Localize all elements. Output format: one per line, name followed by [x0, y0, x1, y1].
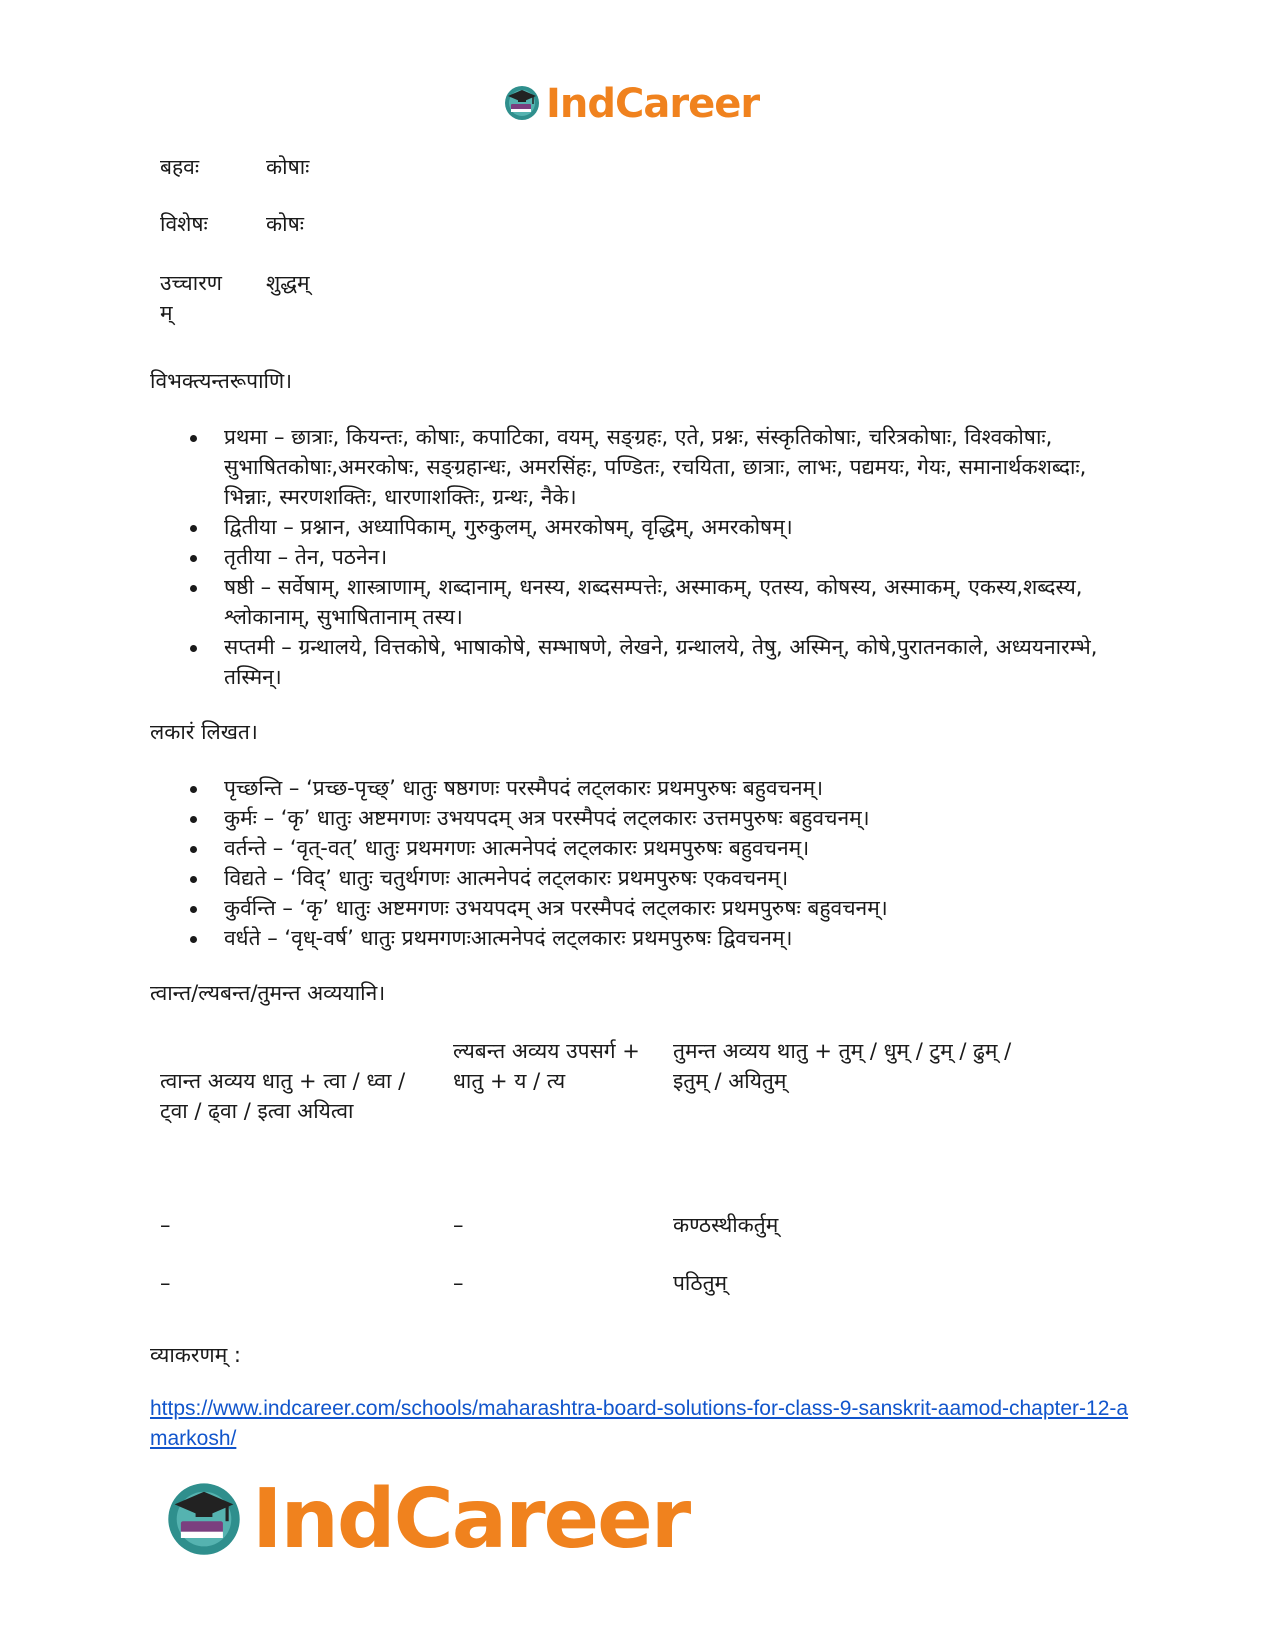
table-cell: – [453, 1271, 464, 1295]
graduation-cap-book-icon [502, 82, 542, 126]
table-cell: – [453, 1213, 464, 1237]
list-item: वर्धते – ‘वृध्-वर्ष’ धातुः प्रथमगणःआत्मनेपदं लट्लकारः प्रथमपुरुषः द्विवचनम्। [150, 923, 1140, 953]
section-heading-vibhakti: विभक्त्यन्तरूपाणि। [150, 369, 293, 393]
list-item: षष्ठी – सर्वेषाम्, शास्त्राणाम्, शब्दानाम्, धनस्य, शब्दसम्पत्तेः, अस्माकम्, एतस्य, कोषस्य, अस्माकम्, एकस्य,शब्दस्य, श्लोकानाम्, सुभाषितानाम् तस्य। [150, 572, 1140, 632]
section-heading-avyaya: त्वान्त/ल्यबन्त/तुमन्त अव्ययानि। [150, 981, 386, 1005]
list-item: कुर्मः – ‘कृ’ धातुः अष्टमगणः उभयपदम् अत्र परस्मैपदं लट्लकारः उत्तमपुरुषः बहुवचनम्। [150, 803, 1140, 833]
section-heading-grammar: व्याकरणम् : [150, 1343, 242, 1367]
logo-wordmark: IndCareer [252, 1471, 690, 1567]
table-cell: – [160, 1271, 171, 1295]
table-key: विशेषः [160, 212, 208, 236]
list-item: प्रथमा – छात्राः, कियन्तः, कोषाः, कपाटिका, वयम्, सङ्ग्रहः, एते, प्रश्नः, संस्कृतिकोषाः, चरित्रकोषाः, विश्वकोषाः, सुभाषितकोषाः,अमरकोषः, सङ्ग्रहान्धः, अमरसिंहः, पण्डितः, रचयिता, छात्राः, लाभः, पद्यमयः, गेयः, समानार्थकशब्दाः, भिन्नाः, स्मरणशक्तिः, धारणाशक्तिः, ग्रन्थः, नैके। [150, 422, 1140, 512]
list-item: कुर्वन्ति – ‘कृ’ धातुः अष्टमगणः उभयपदम् अत्र परस्मैपदं लट्लकारः प्रथमपुरुषः बहुवचनम्। [150, 893, 1140, 923]
indcareer-logo-bottom [162, 1471, 690, 1567]
table-cell: – [160, 1213, 171, 1237]
table-header-tumanta: तुमन्त अव्यय थातु + तुम् / धुम् / टुम् / ढुम् / इतुम् / अयितुम् [673, 1039, 1012, 1093]
table-value: कोषः [266, 212, 304, 236]
logo-wordmark: IndCareer [546, 81, 760, 127]
table-header-lyabanta: ल्यबन्त अव्यय उपसर्ग + धातु + य / त्य [453, 1039, 640, 1093]
table-key: उच्चारण म् [160, 271, 222, 325]
graduation-cap-book-icon [162, 1475, 246, 1563]
list-item: पृच्छन्ति – ‘प्रच्छ-पृच्छ्’ धातुः षष्ठगणः परस्मैपदं लट्लकारः प्रथमपुरुषः बहुवचनम्। [150, 773, 1140, 803]
source-link[interactable]: https://www.indcareer.com/schools/maharashtra-board-solutions-for-class-9-sanskrit-aamod-chapter-12-amarkosh/ [150, 1397, 1129, 1450]
table-value: कोषाः [266, 155, 310, 179]
list-item: सप्तमी – ग्रन्थालये, वित्तकोषे, भाषाकोषे, सम्भाषणे, लेखने, ग्रन्थालये, तेषु, अस्मिन्, कोषे,पुरातनकाले, अध्ययनारम्भे, तस्मिन्। [150, 632, 1140, 692]
table-key: बहवः [160, 155, 200, 179]
table-value: शुद्धम् [266, 271, 310, 295]
table-cell: पठितुम् [673, 1271, 728, 1295]
indcareer-logo-top [502, 80, 759, 128]
vibhakti-list [150, 422, 1140, 692]
table-header-tvanta: त्वान्त अव्यय धातु + त्वा / ध्वा / ट्वा / ढ्वा / इत्वा अयित्वा [160, 1069, 406, 1123]
list-item: विद्यते – ‘विद्’ धातुः चतुर्थगणः आत्मनेपदं लट्लकारः प्रथमपुरुषः एकवचनम्। [150, 863, 1140, 893]
section-heading-lakar: लकारं लिखत। [150, 720, 258, 744]
list-item: वर्तन्ते – ‘वृत्-वत्’ धातुः प्रथमगणः आत्मनेपदं लट्लकारः प्रथमपुरुषः बहुवचनम्। [150, 833, 1140, 863]
lakar-list [150, 773, 1140, 953]
table-cell: कण्ठस्थीकर्तुम् [673, 1213, 779, 1237]
list-item: द्वितीया – प्रश्नान, अध्यापिकाम्, गुरुकुलम्, अमरकोषम्, वृद्धिम्, अमरकोषम्। [150, 512, 1140, 542]
list-item: तृतीया – तेन, पठनेन। [150, 542, 1140, 572]
